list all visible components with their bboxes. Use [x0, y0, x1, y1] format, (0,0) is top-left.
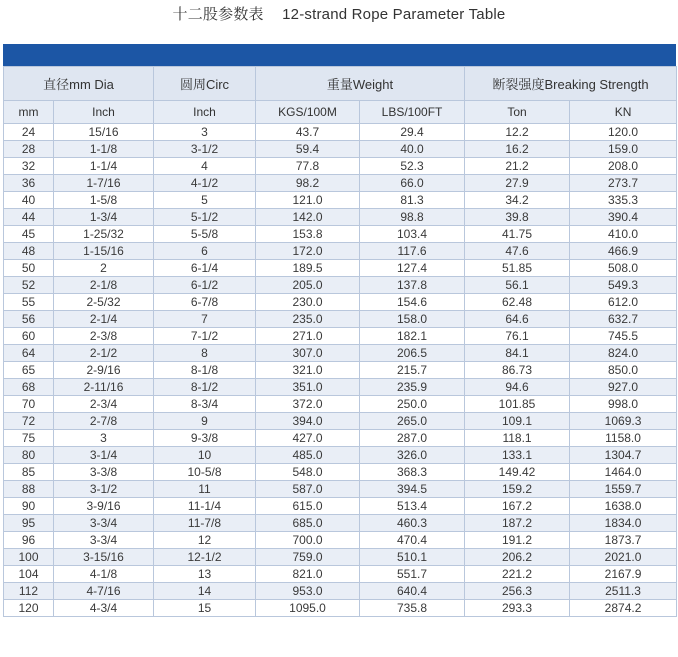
cell-mm: 36 [4, 175, 54, 192]
table-row [4, 243, 677, 260]
cell-mm: 96 [4, 532, 54, 549]
cell-inch-circ: 4 [154, 158, 256, 175]
cell-mm: 48 [4, 243, 54, 260]
cell-lbs: 182.1 [360, 328, 465, 345]
table-row [4, 277, 677, 294]
cell-kn: 1069.3 [570, 413, 677, 430]
cell-inch-dia: 3-1/4 [54, 447, 154, 464]
cell-mm: 60 [4, 328, 54, 345]
cell-inch-dia: 15/16 [54, 124, 154, 141]
cell-kn: 824.0 [570, 345, 677, 362]
unit-inch-circ: Inch [154, 101, 256, 124]
cell-kgs: 98.2 [256, 175, 360, 192]
cell-kn: 1638.0 [570, 498, 677, 515]
cell-kn: 466.9 [570, 243, 677, 260]
table-row [4, 515, 677, 532]
cell-kgs: 485.0 [256, 447, 360, 464]
header-weight: 重量Weight [256, 67, 465, 101]
cell-kn: 335.3 [570, 192, 677, 209]
cell-inch-circ: 10 [154, 447, 256, 464]
cell-ton: 12.2 [465, 124, 570, 141]
cell-lbs: 265.0 [360, 413, 465, 430]
cell-ton: 56.1 [465, 277, 570, 294]
table-row [4, 158, 677, 175]
cell-inch-dia: 1-7/16 [54, 175, 154, 192]
cell-ton: 159.2 [465, 481, 570, 498]
cell-ton: 76.1 [465, 328, 570, 345]
cell-kgs: 205.0 [256, 277, 360, 294]
cell-inch-circ: 9 [154, 413, 256, 430]
cell-kgs: 172.0 [256, 243, 360, 260]
cell-mm: 112 [4, 583, 54, 600]
cell-kgs: 77.8 [256, 158, 360, 175]
cell-mm: 45 [4, 226, 54, 243]
cell-lbs: 735.8 [360, 600, 465, 617]
cell-ton: 221.2 [465, 566, 570, 583]
cell-inch-circ: 12-1/2 [154, 549, 256, 566]
cell-kgs: 685.0 [256, 515, 360, 532]
cell-inch-circ: 11-7/8 [154, 515, 256, 532]
cell-ton: 51.85 [465, 260, 570, 277]
table-row [4, 209, 677, 226]
table-row [4, 532, 677, 549]
cell-mm: 24 [4, 124, 54, 141]
header-group-row [4, 67, 677, 101]
cell-inch-circ: 15 [154, 600, 256, 617]
page-title [0, 0, 678, 40]
cell-inch-dia: 2-1/8 [54, 277, 154, 294]
cell-kgs: 759.0 [256, 549, 360, 566]
cell-inch-dia: 4-1/8 [54, 566, 154, 583]
cell-mm: 100 [4, 549, 54, 566]
cell-inch-circ: 14 [154, 583, 256, 600]
cell-kn: 549.3 [570, 277, 677, 294]
cell-kn: 1158.0 [570, 430, 677, 447]
title-english: 12-strand Rope Parameter Table [282, 6, 506, 23]
cell-ton: 101.85 [465, 396, 570, 413]
cell-kgs: 142.0 [256, 209, 360, 226]
cell-kn: 1559.7 [570, 481, 677, 498]
cell-mm: 55 [4, 294, 54, 311]
cell-inch-circ: 7-1/2 [154, 328, 256, 345]
cell-lbs: 40.0 [360, 141, 465, 158]
unit-kn: KN [570, 101, 677, 124]
cell-mm: 65 [4, 362, 54, 379]
cell-mm: 80 [4, 447, 54, 464]
cell-inch-circ: 8-1/2 [154, 379, 256, 396]
cell-inch-dia: 3 [54, 430, 154, 447]
cell-kn: 927.0 [570, 379, 677, 396]
cell-kgs: 615.0 [256, 498, 360, 515]
cell-kn: 2167.9 [570, 566, 677, 583]
cell-inch-dia: 3-9/16 [54, 498, 154, 515]
cell-ton: 191.2 [465, 532, 570, 549]
table-row [4, 345, 677, 362]
cell-lbs: 117.6 [360, 243, 465, 260]
table-row [4, 566, 677, 583]
cell-inch-circ: 8-1/8 [154, 362, 256, 379]
cell-ton: 206.2 [465, 549, 570, 566]
cell-mm: 56 [4, 311, 54, 328]
cell-lbs: 66.0 [360, 175, 465, 192]
cell-mm: 32 [4, 158, 54, 175]
cell-kn: 390.4 [570, 209, 677, 226]
cell-kgs: 43.7 [256, 124, 360, 141]
cell-lbs: 250.0 [360, 396, 465, 413]
cell-inch-dia: 4-3/4 [54, 600, 154, 617]
cell-ton: 16.2 [465, 141, 570, 158]
cell-inch-dia: 2-7/8 [54, 413, 154, 430]
cell-inch-circ: 11-1/4 [154, 498, 256, 515]
cell-inch-dia: 1-1/8 [54, 141, 154, 158]
unit-lbs: LBS/100FT [360, 101, 465, 124]
cell-mm: 28 [4, 141, 54, 158]
cell-mm: 70 [4, 396, 54, 413]
cell-kgs: 153.8 [256, 226, 360, 243]
cell-inch-dia: 4-7/16 [54, 583, 154, 600]
cell-inch-dia: 2-3/8 [54, 328, 154, 345]
cell-inch-circ: 11 [154, 481, 256, 498]
cell-inch-circ: 3 [154, 124, 256, 141]
cell-inch-circ: 3-1/2 [154, 141, 256, 158]
cell-kgs: 548.0 [256, 464, 360, 481]
table-row [4, 600, 677, 617]
cell-inch-circ: 8-3/4 [154, 396, 256, 413]
cell-kn: 410.0 [570, 226, 677, 243]
cell-inch-dia: 2-5/32 [54, 294, 154, 311]
cell-kgs: 230.0 [256, 294, 360, 311]
cell-mm: 88 [4, 481, 54, 498]
table-body [4, 124, 677, 617]
table-row [4, 362, 677, 379]
cell-kn: 508.0 [570, 260, 677, 277]
table-row [4, 311, 677, 328]
cell-lbs: 287.0 [360, 430, 465, 447]
cell-kn: 208.0 [570, 158, 677, 175]
cell-kgs: 307.0 [256, 345, 360, 362]
cell-lbs: 513.4 [360, 498, 465, 515]
cell-lbs: 551.7 [360, 566, 465, 583]
cell-kgs: 953.0 [256, 583, 360, 600]
cell-kgs: 235.0 [256, 311, 360, 328]
cell-ton: 94.6 [465, 379, 570, 396]
cell-inch-dia: 2-3/4 [54, 396, 154, 413]
cell-kgs: 59.4 [256, 141, 360, 158]
cell-kn: 850.0 [570, 362, 677, 379]
cell-kn: 120.0 [570, 124, 677, 141]
cell-mm: 72 [4, 413, 54, 430]
table-row [4, 141, 677, 158]
cell-inch-dia: 3-3/4 [54, 515, 154, 532]
cell-mm: 85 [4, 464, 54, 481]
cell-kgs: 1095.0 [256, 600, 360, 617]
cell-kn: 2874.2 [570, 600, 677, 617]
cell-lbs: 137.8 [360, 277, 465, 294]
cell-inch-circ: 7 [154, 311, 256, 328]
cell-inch-circ: 5-1/2 [154, 209, 256, 226]
cell-ton: 39.8 [465, 209, 570, 226]
cell-mm: 75 [4, 430, 54, 447]
cell-inch-circ: 10-5/8 [154, 464, 256, 481]
header-diameter: 直径mm Dia [4, 67, 154, 101]
cell-kn: 745.5 [570, 328, 677, 345]
table-row [4, 583, 677, 600]
cell-kgs: 372.0 [256, 396, 360, 413]
title-chinese: 十二股参数表 [172, 6, 264, 23]
header-unit-row [4, 101, 677, 124]
cell-lbs: 394.5 [360, 481, 465, 498]
cell-lbs: 98.8 [360, 209, 465, 226]
cell-ton: 118.1 [465, 430, 570, 447]
table-row [4, 481, 677, 498]
cell-inch-dia: 3-3/4 [54, 532, 154, 549]
cell-kgs: 821.0 [256, 566, 360, 583]
cell-inch-dia: 2-9/16 [54, 362, 154, 379]
cell-lbs: 154.6 [360, 294, 465, 311]
table-row [4, 413, 677, 430]
cell-inch-dia: 1-1/4 [54, 158, 154, 175]
cell-kn: 2021.0 [570, 549, 677, 566]
cell-inch-dia: 1-15/16 [54, 243, 154, 260]
header-circumference: 圆周Circ [154, 67, 256, 101]
cell-inch-circ: 5 [154, 192, 256, 209]
cell-kn: 1304.7 [570, 447, 677, 464]
cell-inch-circ: 8 [154, 345, 256, 362]
cell-inch-dia: 2-1/4 [54, 311, 154, 328]
cell-kn: 1873.7 [570, 532, 677, 549]
cell-mm: 90 [4, 498, 54, 515]
cell-ton: 109.1 [465, 413, 570, 430]
cell-inch-circ: 6-1/4 [154, 260, 256, 277]
cell-kn: 1834.0 [570, 515, 677, 532]
cell-inch-circ: 5-5/8 [154, 226, 256, 243]
cell-lbs: 510.1 [360, 549, 465, 566]
cell-ton: 256.3 [465, 583, 570, 600]
unit-mm: mm [4, 101, 54, 124]
table-row [4, 549, 677, 566]
cell-kgs: 700.0 [256, 532, 360, 549]
cell-ton: 167.2 [465, 498, 570, 515]
table-row [4, 498, 677, 515]
cell-kn: 612.0 [570, 294, 677, 311]
cell-kgs: 121.0 [256, 192, 360, 209]
cell-kgs: 394.0 [256, 413, 360, 430]
table-row [4, 328, 677, 345]
cell-kn: 159.0 [570, 141, 677, 158]
table-row [4, 260, 677, 277]
table-row [4, 379, 677, 396]
cell-mm: 120 [4, 600, 54, 617]
cell-lbs: 52.3 [360, 158, 465, 175]
cell-inch-circ: 6 [154, 243, 256, 260]
cell-ton: 293.3 [465, 600, 570, 617]
table-row [4, 294, 677, 311]
cell-ton: 64.6 [465, 311, 570, 328]
cell-kn: 1464.0 [570, 464, 677, 481]
cell-inch-dia: 1-5/8 [54, 192, 154, 209]
cell-mm: 64 [4, 345, 54, 362]
cell-ton: 133.1 [465, 447, 570, 464]
cell-lbs: 326.0 [360, 447, 465, 464]
cell-lbs: 640.4 [360, 583, 465, 600]
cell-kgs: 427.0 [256, 430, 360, 447]
cell-kgs: 271.0 [256, 328, 360, 345]
cell-lbs: 29.4 [360, 124, 465, 141]
unit-inch-dia: Inch [54, 101, 154, 124]
cell-ton: 47.6 [465, 243, 570, 260]
cell-inch-dia: 1-3/4 [54, 209, 154, 226]
table-row [4, 175, 677, 192]
header-band [3, 44, 676, 66]
cell-lbs: 206.5 [360, 345, 465, 362]
cell-lbs: 460.3 [360, 515, 465, 532]
cell-inch-circ: 4-1/2 [154, 175, 256, 192]
cell-kn: 998.0 [570, 396, 677, 413]
cell-kn: 632.7 [570, 311, 677, 328]
table-row [4, 396, 677, 413]
table-row [4, 192, 677, 209]
cell-lbs: 215.7 [360, 362, 465, 379]
cell-inch-dia: 2-11/16 [54, 379, 154, 396]
cell-ton: 27.9 [465, 175, 570, 192]
cell-lbs: 368.3 [360, 464, 465, 481]
table-row [4, 464, 677, 481]
cell-lbs: 235.9 [360, 379, 465, 396]
cell-kgs: 321.0 [256, 362, 360, 379]
unit-ton: Ton [465, 101, 570, 124]
cell-lbs: 158.0 [360, 311, 465, 328]
table-row [4, 226, 677, 243]
cell-ton: 34.2 [465, 192, 570, 209]
cell-mm: 95 [4, 515, 54, 532]
cell-lbs: 127.4 [360, 260, 465, 277]
cell-ton: 41.75 [465, 226, 570, 243]
cell-inch-circ: 13 [154, 566, 256, 583]
cell-inch-dia: 3-15/16 [54, 549, 154, 566]
unit-kgs: KGS/100M [256, 101, 360, 124]
cell-mm: 50 [4, 260, 54, 277]
table-row [4, 447, 677, 464]
cell-inch-dia: 2 [54, 260, 154, 277]
cell-inch-dia: 1-25/32 [54, 226, 154, 243]
cell-ton: 84.1 [465, 345, 570, 362]
cell-lbs: 103.4 [360, 226, 465, 243]
cell-inch-dia: 3-1/2 [54, 481, 154, 498]
table-row [4, 430, 677, 447]
cell-mm: 68 [4, 379, 54, 396]
cell-inch-circ: 9-3/8 [154, 430, 256, 447]
cell-kgs: 351.0 [256, 379, 360, 396]
cell-mm: 104 [4, 566, 54, 583]
cell-inch-circ: 6-7/8 [154, 294, 256, 311]
cell-ton: 187.2 [465, 515, 570, 532]
cell-kgs: 587.0 [256, 481, 360, 498]
cell-lbs: 470.4 [360, 532, 465, 549]
table-row [4, 124, 677, 141]
cell-mm: 52 [4, 277, 54, 294]
rope-parameter-table [3, 66, 677, 617]
cell-ton: 21.2 [465, 158, 570, 175]
cell-ton: 86.73 [465, 362, 570, 379]
cell-kgs: 189.5 [256, 260, 360, 277]
cell-inch-dia: 3-3/8 [54, 464, 154, 481]
cell-mm: 44 [4, 209, 54, 226]
cell-inch-circ: 12 [154, 532, 256, 549]
cell-lbs: 81.3 [360, 192, 465, 209]
cell-ton: 149.42 [465, 464, 570, 481]
header-breaking-strength: 断裂强度Breaking Strength [465, 67, 677, 101]
cell-ton: 62.48 [465, 294, 570, 311]
cell-inch-dia: 2-1/2 [54, 345, 154, 362]
cell-kn: 273.7 [570, 175, 677, 192]
cell-mm: 40 [4, 192, 54, 209]
cell-kn: 2511.3 [570, 583, 677, 600]
cell-inch-circ: 6-1/2 [154, 277, 256, 294]
